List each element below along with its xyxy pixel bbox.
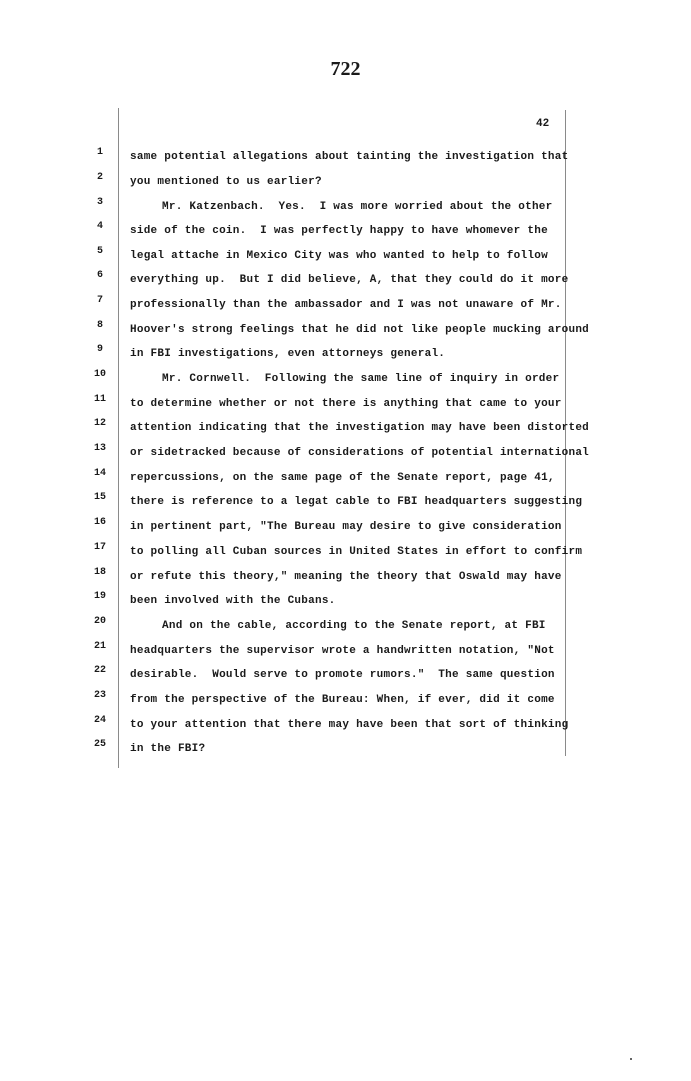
- transcript-line: to determine whether or not there is anything that came to your: [130, 398, 562, 410]
- transcript-line: or sidetracked because of considerations of potential international: [130, 447, 590, 459]
- line-number: 4: [96, 221, 103, 232]
- line-number: 12: [93, 418, 106, 429]
- line-number: 6: [96, 270, 103, 281]
- line-number: 2: [96, 172, 103, 183]
- transcript-line: Hoover's strong feelings that he did not like people mucking around: [130, 324, 590, 336]
- left-margin-rule: [118, 108, 119, 768]
- line-number: 23: [93, 690, 106, 701]
- transcript-page-number: 42: [536, 118, 550, 130]
- transcript-line: headquarters the supervisor wrote a handwritten notation, "Not: [130, 645, 555, 657]
- line-number: 14: [93, 468, 106, 479]
- line-number: 5: [96, 246, 103, 257]
- transcript-line: Mr. Katzenbach. Yes. I was more worried about the other: [162, 201, 553, 213]
- transcript-line: repercussions, on the same page of the Senate report, page 41,: [130, 472, 555, 484]
- transcript-line: in FBI investigations, even attorneys general.: [130, 348, 446, 360]
- line-number: 20: [93, 616, 106, 627]
- line-number: 15: [93, 492, 106, 503]
- transcript-line: to your attention that there may have been that sort of thinking: [130, 719, 569, 731]
- line-number: 11: [93, 394, 106, 405]
- line-number: 25: [93, 739, 106, 750]
- line-number: 9: [96, 344, 103, 355]
- transcript-line: you mentioned to us earlier?: [130, 176, 322, 188]
- line-number: 8: [96, 320, 103, 331]
- transcript-line: legal attache in Mexico City was who wanted to help to follow: [130, 250, 548, 262]
- transcript-line: everything up. But I did believe, A, that they could do it more: [130, 274, 569, 286]
- line-number: 1: [96, 147, 103, 158]
- line-number: 10: [93, 369, 106, 380]
- transcript-line: same potential allegations about tainting the investigation that: [130, 151, 569, 163]
- transcript-line: in the FBI?: [130, 743, 206, 755]
- transcript-line: from the perspective of the Bureau: When, if ever, did it come: [130, 694, 555, 706]
- line-number: 19: [93, 591, 106, 602]
- line-number: 24: [93, 715, 106, 726]
- transcript-line: been involved with the Cubans.: [130, 595, 336, 607]
- transcript-line: to polling all Cuban sources in United States in effort to confirm: [130, 546, 583, 558]
- line-number: 17: [93, 542, 106, 553]
- transcript-line: in pertinent part, "The Bureau may desire to give consideration: [130, 521, 562, 533]
- transcript-line: And on the cable, according to the Senate report, at FBI: [162, 620, 546, 632]
- line-number: 16: [93, 517, 106, 528]
- transcript-line: desirable. Would serve to promote rumors." The same question: [130, 669, 555, 681]
- page-number: 722: [330, 58, 361, 80]
- line-number: 3: [96, 197, 103, 208]
- line-number: 7: [96, 295, 103, 306]
- line-number: 18: [93, 567, 106, 578]
- transcript-line: side of the coin. I was perfectly happy to have whomever the: [130, 225, 548, 237]
- transcript-line: there is reference to a legat cable to FBI headquarters suggesting: [130, 496, 583, 508]
- transcript-line: attention indicating that the investigation may have been distorted: [130, 422, 590, 434]
- transcript-line: Mr. Cornwell. Following the same line of inquiry in order: [162, 373, 560, 385]
- line-number: 21: [93, 641, 106, 652]
- line-number: 22: [93, 665, 106, 676]
- transcript-line: or refute this theory," meaning the theory that Oswald may have: [130, 571, 562, 583]
- line-number: 13: [93, 443, 106, 454]
- scan-speck: [630, 1058, 632, 1060]
- transcript-line: professionally than the ambassador and I was not unaware of Mr.: [130, 299, 562, 311]
